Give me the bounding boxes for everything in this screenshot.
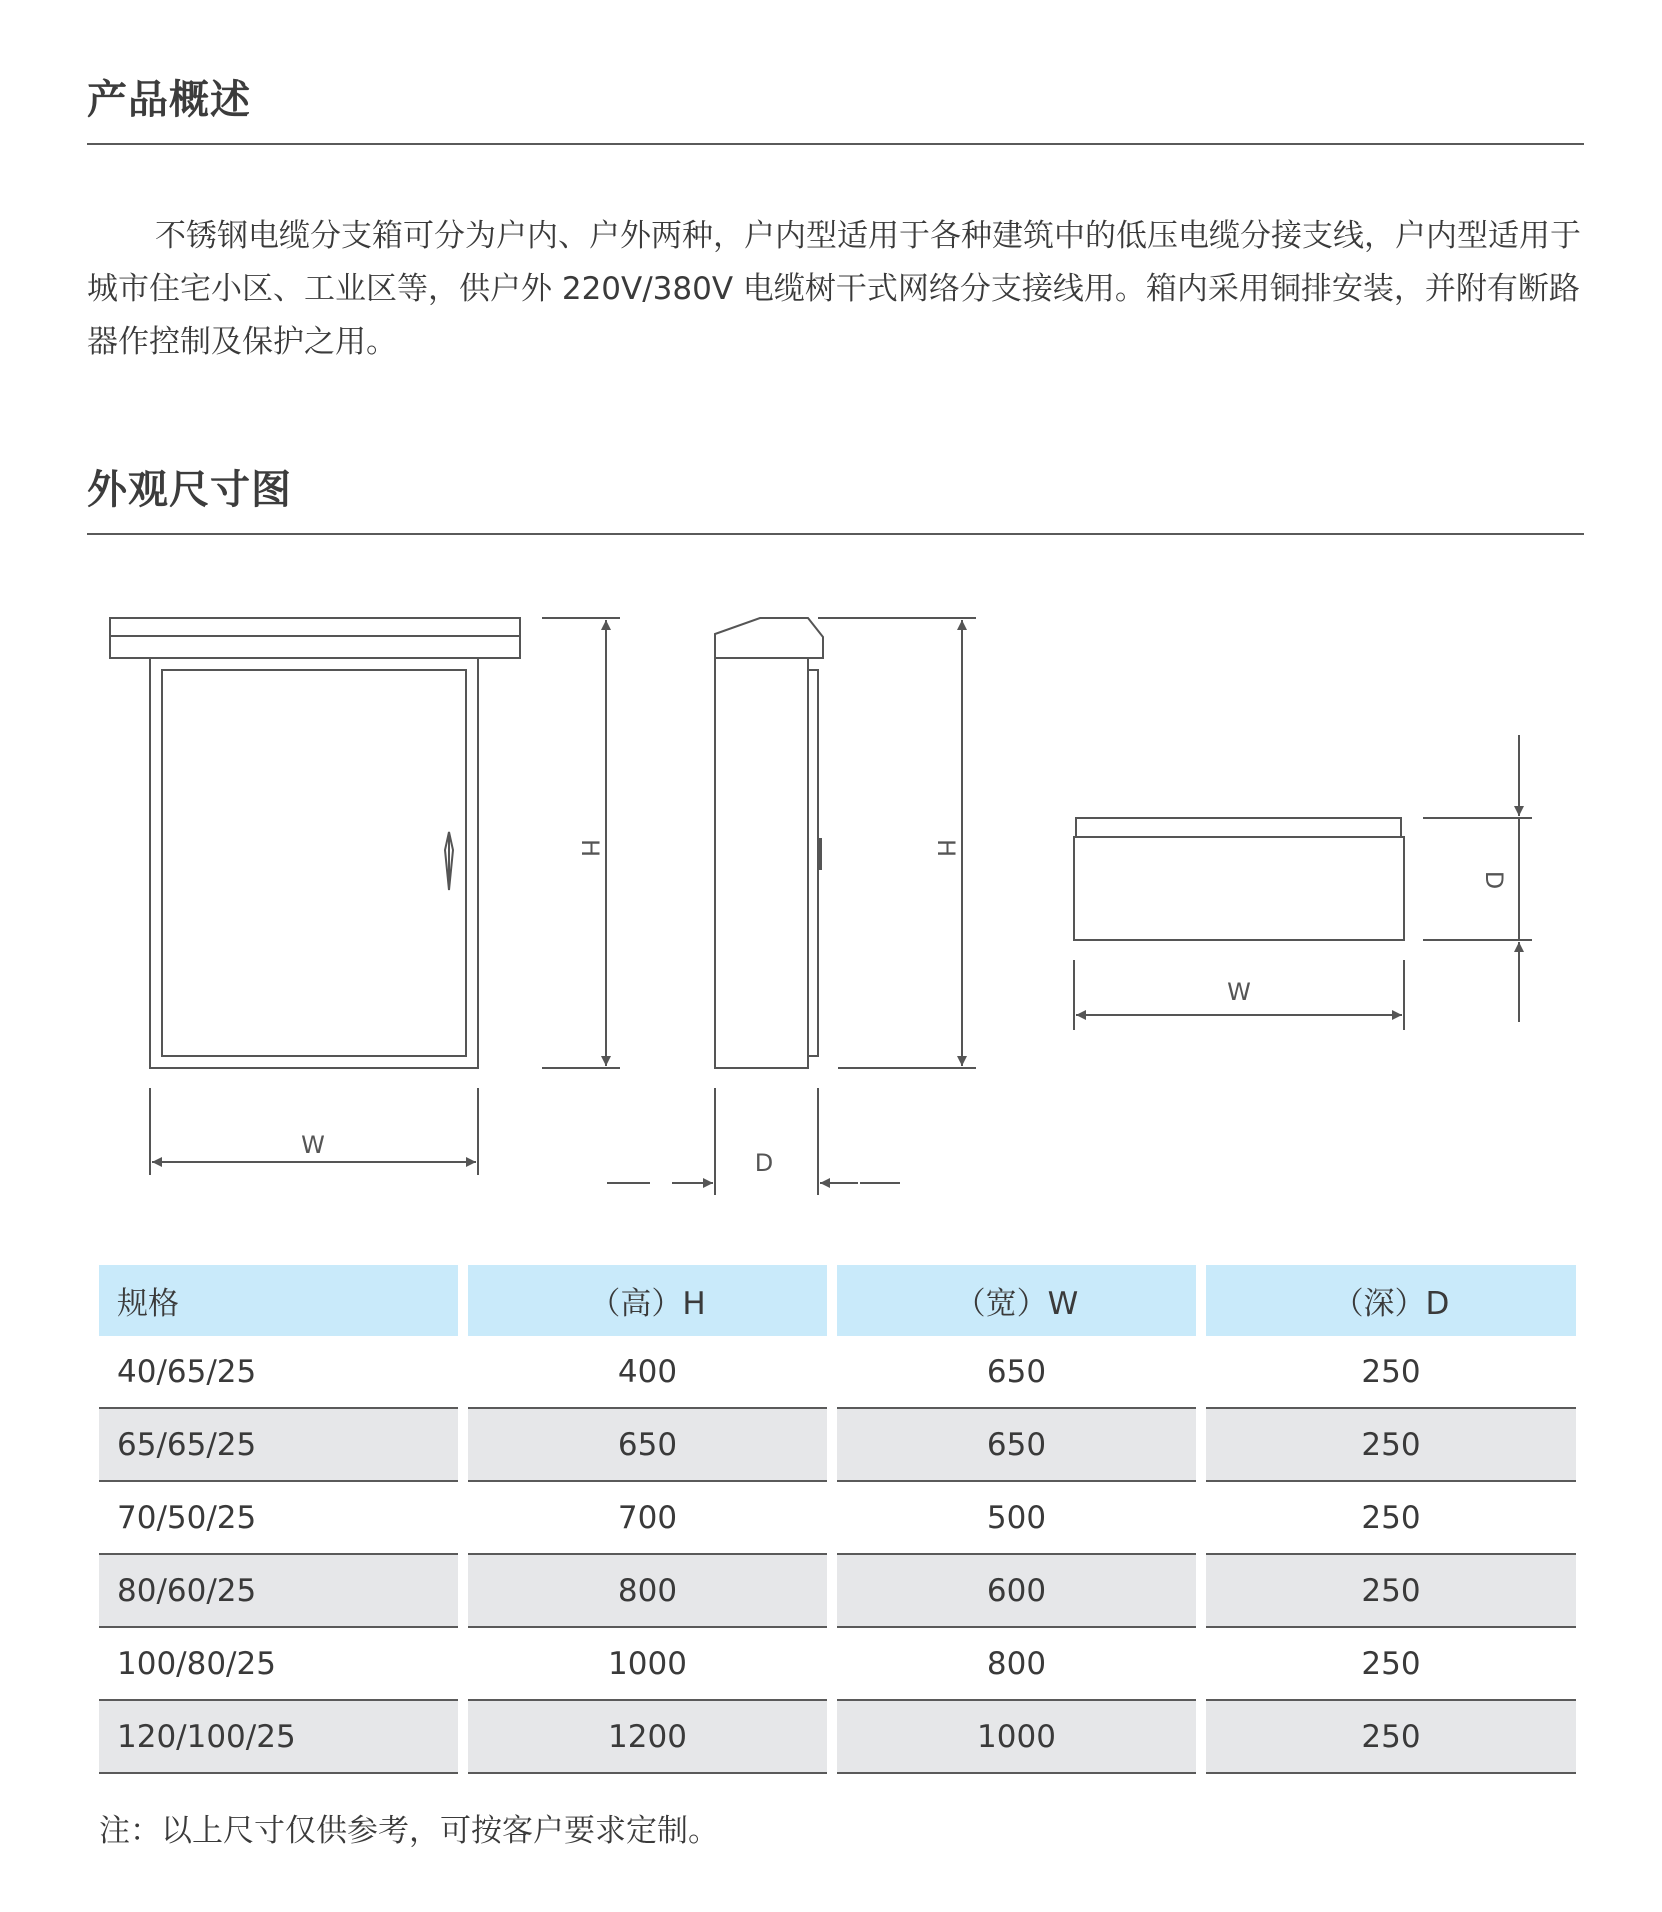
table-header-row bbox=[99, 1265, 1576, 1336]
cell-width: 650 bbox=[837, 1336, 1196, 1409]
dimensions-divider bbox=[87, 533, 1584, 535]
table-row bbox=[99, 1336, 1576, 1409]
footnote: 注：以上尺寸仅供参考，可按客户要求定制。 bbox=[99, 1813, 719, 1849]
cell-width: 650 bbox=[837, 1409, 1196, 1482]
overview-text: 不锈钢电缆分支箱可分为户内、户外两种，户内型适用于各种建筑中的低压电缆分接支线，户内型适用于城市住宅小区、工业区等，供户外 220V/380V 电缆树干式网络分支接线用。箱内采用铜排安装，并附有断路器作控制及保护之用。 bbox=[87, 218, 1581, 360]
top-depth-dim bbox=[1423, 735, 1532, 1022]
top-view bbox=[1074, 818, 1404, 940]
table-row bbox=[99, 1555, 1576, 1628]
top-depth-label: D bbox=[1480, 870, 1508, 890]
cell-height: 650 bbox=[468, 1409, 827, 1482]
overview-title: 产品概述 bbox=[87, 77, 251, 123]
side-body bbox=[715, 658, 808, 1068]
front-roof bbox=[110, 618, 520, 658]
dimension-drawing bbox=[0, 560, 1662, 1210]
side-depth-dim bbox=[607, 1088, 900, 1195]
front-door bbox=[162, 670, 466, 1056]
cell-depth: 250 bbox=[1206, 1555, 1576, 1628]
cell-depth: 250 bbox=[1206, 1336, 1576, 1409]
cell-depth: 250 bbox=[1206, 1701, 1576, 1774]
cell-width: 500 bbox=[837, 1482, 1196, 1555]
header-width: （宽）W bbox=[837, 1265, 1196, 1336]
front-height-label: H bbox=[576, 838, 604, 858]
side-depth-label: D bbox=[754, 1149, 774, 1177]
cell-height: 400 bbox=[468, 1336, 827, 1409]
cell-spec: 65/65/25 bbox=[99, 1409, 458, 1482]
top-width-label: W bbox=[1227, 978, 1251, 1006]
header-depth: （深）D bbox=[1206, 1265, 1576, 1336]
cell-height: 700 bbox=[468, 1482, 827, 1555]
spec-table bbox=[89, 1265, 1586, 1774]
header-spec: 规格 bbox=[99, 1265, 458, 1336]
front-view bbox=[110, 618, 520, 1068]
table-row bbox=[99, 1482, 1576, 1555]
cell-height: 800 bbox=[468, 1555, 827, 1628]
table-row bbox=[99, 1701, 1576, 1774]
table-row bbox=[99, 1409, 1576, 1482]
cell-width: 1000 bbox=[837, 1701, 1196, 1774]
side-view bbox=[715, 618, 823, 1068]
cell-depth: 250 bbox=[1206, 1628, 1576, 1701]
cell-depth: 250 bbox=[1206, 1409, 1576, 1482]
front-body bbox=[150, 658, 478, 1068]
dimensions-title: 外观尺寸图 bbox=[87, 467, 292, 513]
side-height-label: H bbox=[932, 838, 960, 858]
cell-width: 600 bbox=[837, 1555, 1196, 1628]
top-lid bbox=[1076, 818, 1401, 837]
overview-divider bbox=[87, 143, 1584, 145]
cell-spec: 40/65/25 bbox=[99, 1336, 458, 1409]
cell-spec: 70/50/25 bbox=[99, 1482, 458, 1555]
cell-depth: 250 bbox=[1206, 1482, 1576, 1555]
front-width-label: W bbox=[301, 1131, 325, 1159]
cell-width: 800 bbox=[837, 1628, 1196, 1701]
cell-spec: 80/60/25 bbox=[99, 1555, 458, 1628]
table-row bbox=[99, 1628, 1576, 1701]
cell-height: 1200 bbox=[468, 1701, 827, 1774]
header-height: （高）H bbox=[468, 1265, 827, 1336]
cell-spec: 100/80/25 bbox=[99, 1628, 458, 1701]
top-body bbox=[1074, 837, 1404, 940]
cell-spec: 120/100/25 bbox=[99, 1701, 458, 1774]
cell-height: 1000 bbox=[468, 1628, 827, 1701]
side-roof bbox=[715, 618, 823, 658]
